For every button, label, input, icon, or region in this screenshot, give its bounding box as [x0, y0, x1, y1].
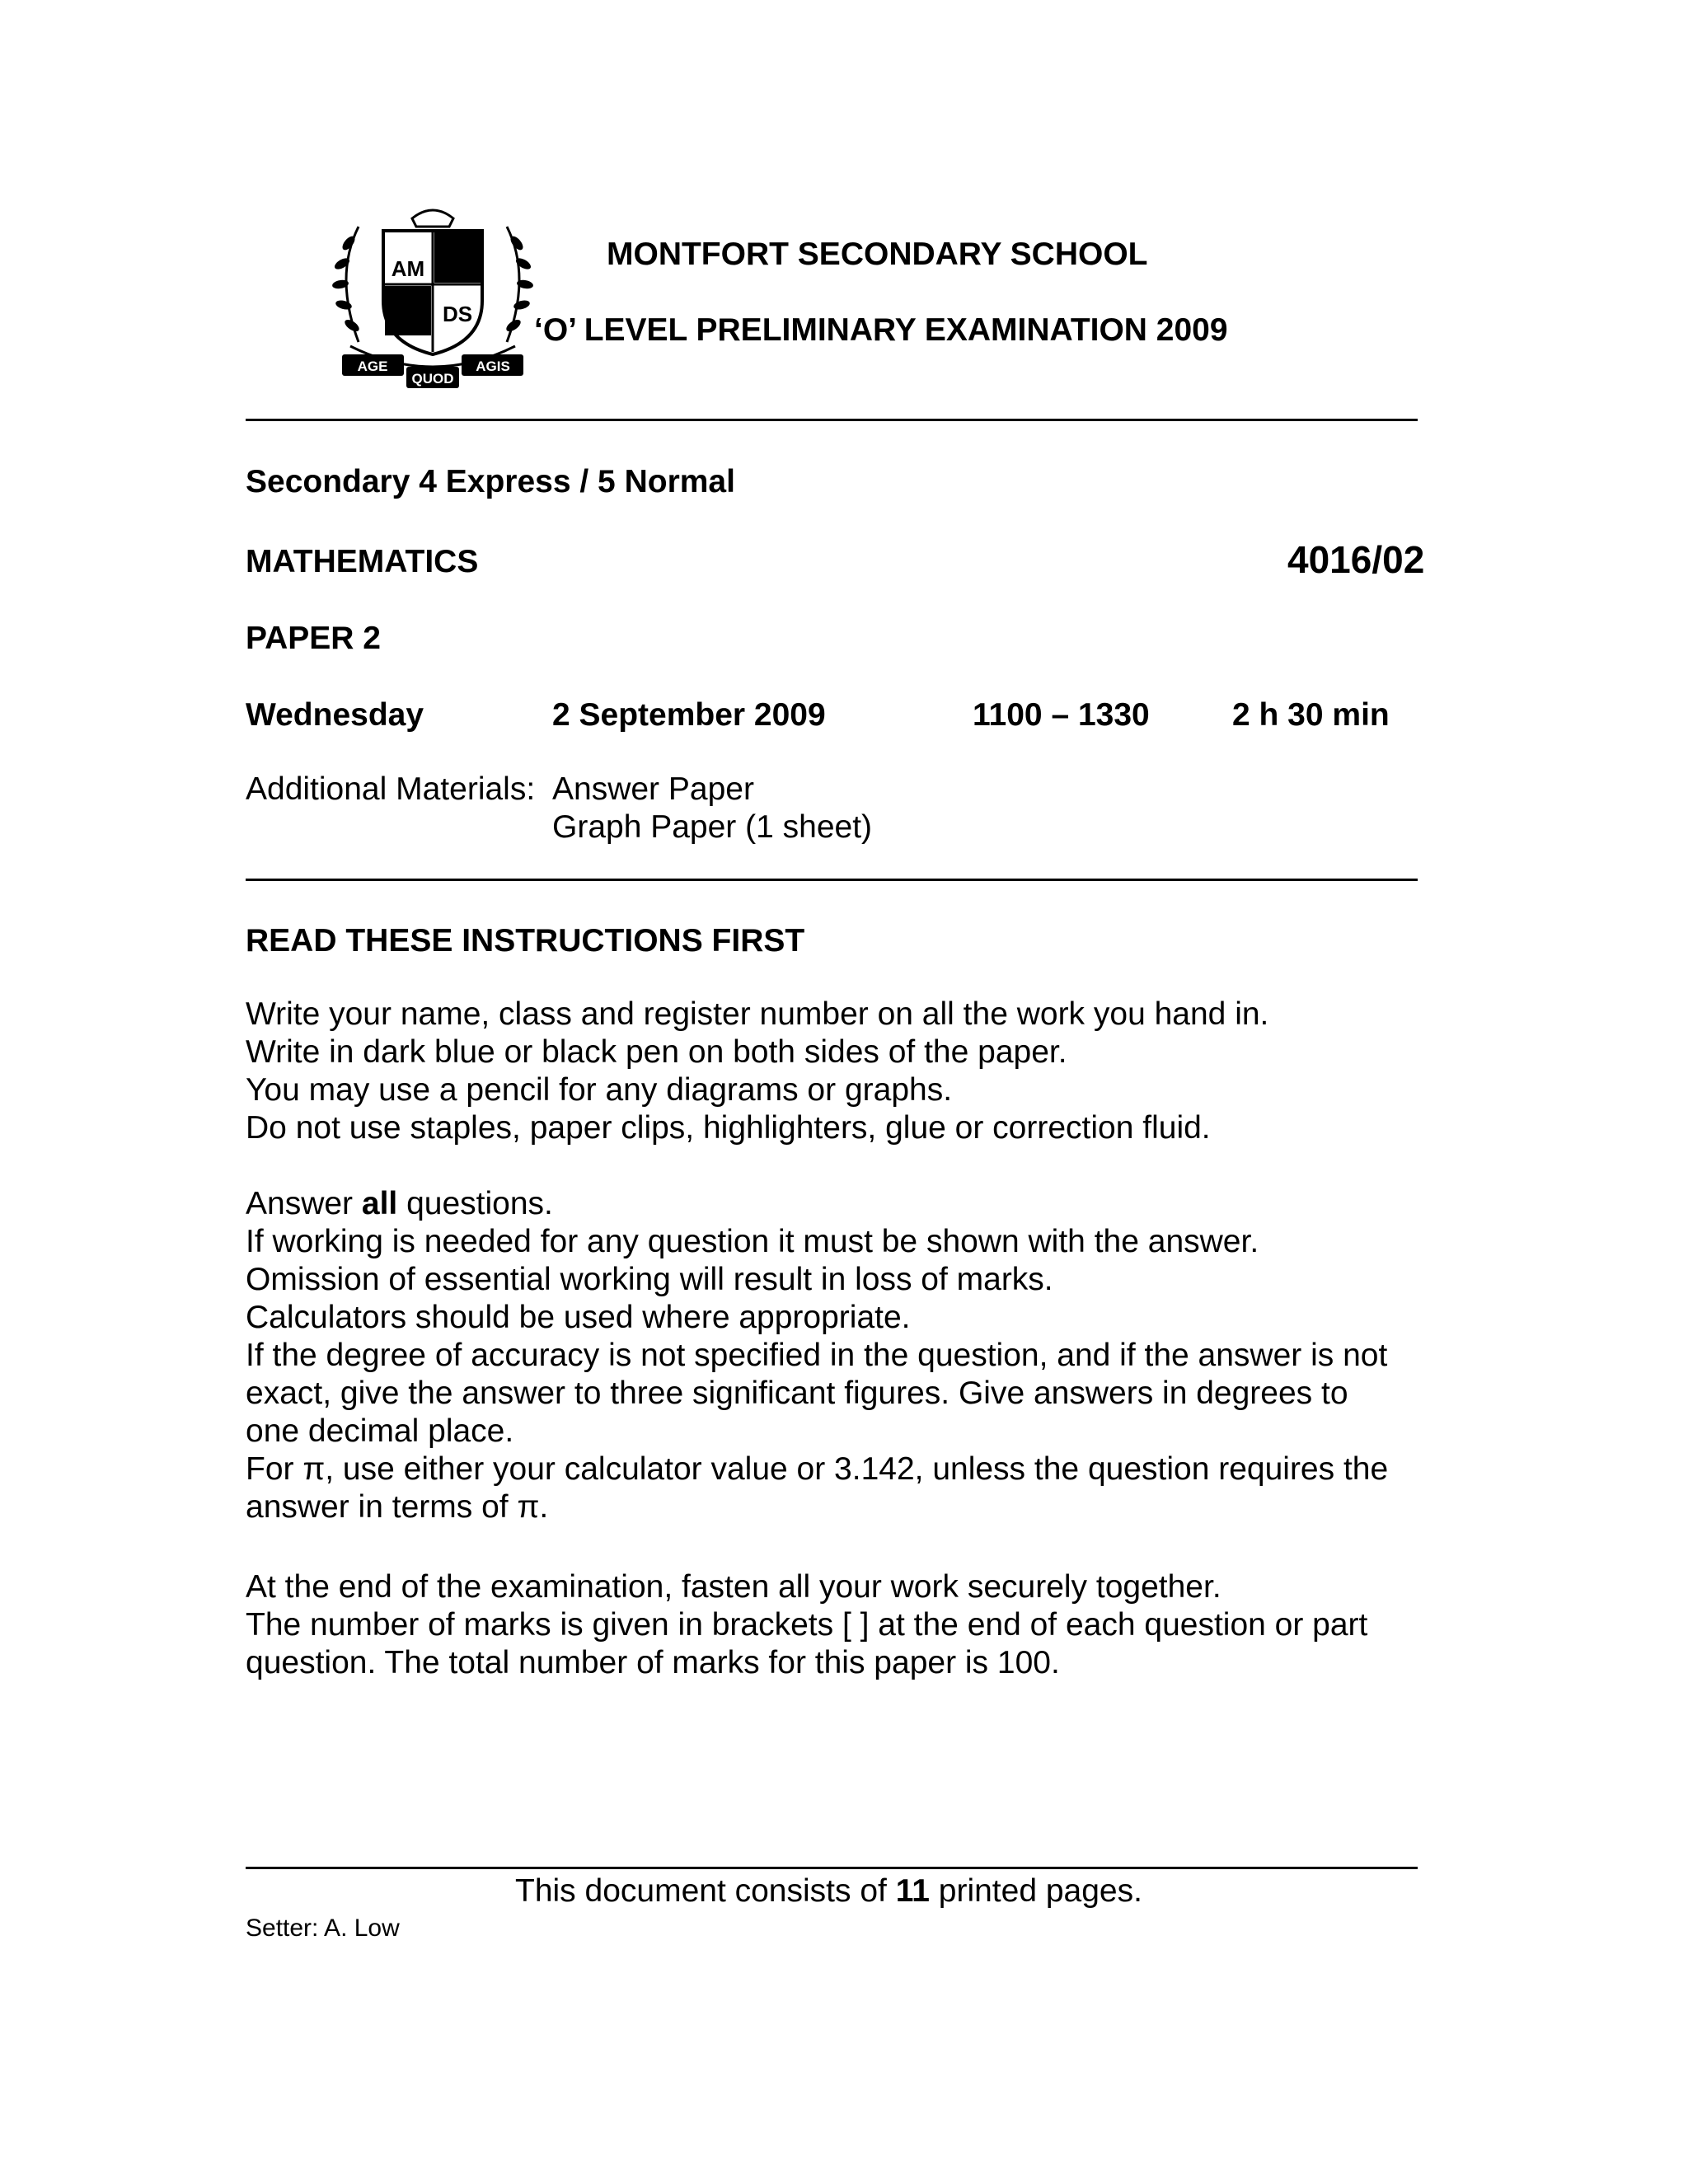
instruction-line: exact, give the answer to three significant figures. Give answers in degrees to	[246, 1376, 1348, 1411]
instruction-line: If the degree of accuracy is not specified in the question, and if the answer is not	[246, 1338, 1388, 1373]
instruction-line: answer in terms of π.	[246, 1489, 549, 1525]
instructions-block-1	[246, 996, 1268, 1147]
materials-item: Answer Paper	[552, 771, 754, 807]
page-count: 11	[895, 1873, 930, 1909]
setter-note: Setter: A. Low	[246, 1915, 400, 1942]
subject-label: MATHEMATICS	[246, 544, 479, 579]
exam-day: Wednesday	[246, 697, 424, 733]
footer-divider	[246, 1867, 1418, 1869]
exam-title: ‘O’ LEVEL PRELIMINARY EXAMINATION 2009	[534, 312, 1228, 348]
header-divider	[246, 419, 1418, 421]
svg-text:AM: AM	[391, 256, 425, 281]
instruction-line: Omission of essential working will result in loss of marks.	[246, 1262, 1053, 1297]
instruction-line: question. The total number of marks for this paper is 100.	[246, 1645, 1060, 1680]
answer-all-emphasis: all	[361, 1186, 398, 1221]
instruction-line: You may use a pencil for any diagrams or graphs.	[246, 1072, 953, 1108]
materials-label: Additional Materials:	[246, 771, 536, 807]
answer-all-line: Answer all questions.	[246, 1186, 553, 1221]
materials-item: Graph Paper (1 sheet)	[552, 809, 873, 845]
instruction-line: For π, use either your calculator value or 3.142, unless the question requires the	[246, 1451, 1389, 1487]
exam-date: 2 September 2009	[552, 697, 826, 733]
school-crest-logo	[326, 202, 540, 391]
svg-text:QUOD: QUOD	[411, 371, 454, 387]
details-divider	[246, 879, 1418, 881]
instruction-line: one decimal place.	[246, 1413, 514, 1449]
exam-duration: 2 h 30 min	[1232, 697, 1390, 733]
exam-time: 1100 – 1330	[973, 697, 1150, 733]
paper-code: 4016/02	[1287, 538, 1425, 581]
instruction-line: Do not use staples, paper clips, highlighters, glue or correction fluid.	[246, 1110, 1211, 1146]
instructions-block-2	[246, 1185, 1388, 1526]
paper-number: PAPER 2	[246, 621, 381, 656]
instruction-line: Write your name, class and register number on all the work you hand in.	[246, 996, 1269, 1032]
svg-text:AGIS: AGIS	[476, 359, 510, 374]
instructions-block-3	[246, 1568, 1367, 1682]
page-count-note: This document consists of 11 printed pages.	[515, 1873, 1142, 1909]
level-label: Secondary 4 Express / 5 Normal	[246, 464, 735, 499]
svg-text:DS: DS	[442, 302, 473, 326]
svg-text:AGE: AGE	[357, 359, 388, 374]
instruction-line: Write in dark blue or black pen on both sides of the paper.	[246, 1034, 1067, 1070]
instruction-line: At the end of the examination, fasten all your work securely together.	[246, 1569, 1221, 1605]
instruction-line: Calculators should be used where appropriate.	[246, 1300, 911, 1335]
instruction-line: If working is needed for any question it must be shown with the answer.	[246, 1224, 1259, 1259]
school-name: MONTFORT SECONDARY SCHOOL	[607, 237, 1148, 272]
instructions-heading: READ THESE INSTRUCTIONS FIRST	[246, 923, 805, 958]
instruction-line: The number of marks is given in brackets [ ] at the end of each question or part	[246, 1607, 1368, 1643]
